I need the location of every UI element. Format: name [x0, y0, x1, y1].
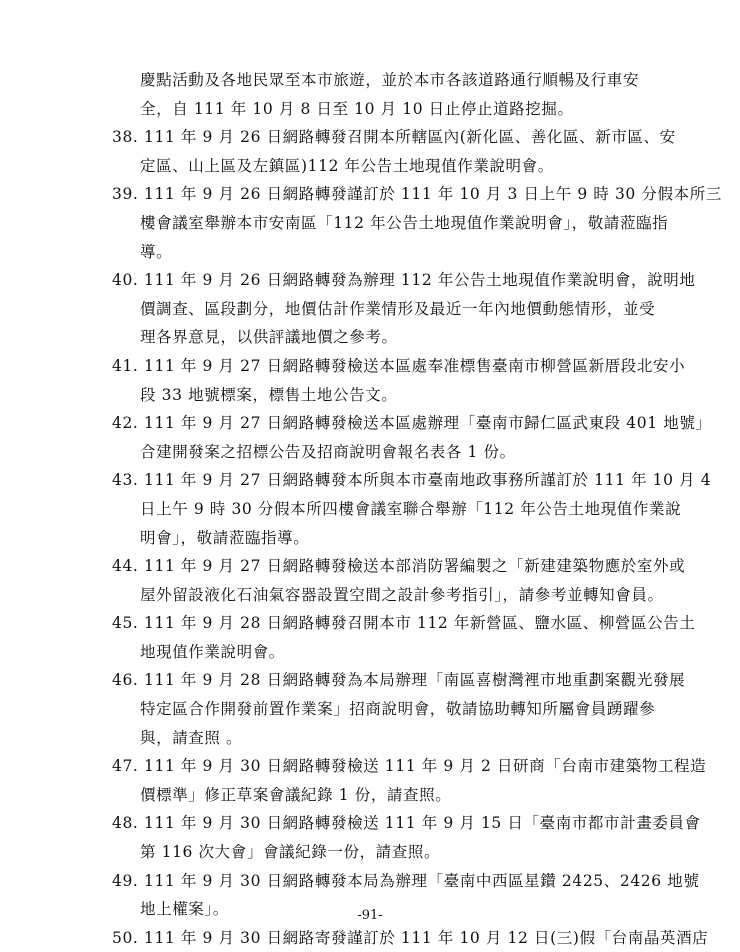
- entry-text-line: 明會」，敬請蒞臨指導。: [140, 528, 310, 547]
- list-item: [112, 666, 686, 752]
- entry-text-line: 價調查、區段劃分，地價估計作業情形及最近一年內地價動態情形，並受: [140, 299, 656, 318]
- entry-text-line: 日上午 9 時 30 分假本所四樓會議室聯合舉辦「112 年公告土地現值作業說: [140, 499, 682, 518]
- entry-text-line: 地上權案」。: [140, 900, 229, 919]
- list-item: [112, 123, 676, 180]
- entry-text-line: 理各界意見，以供評議地價之參考。: [140, 328, 398, 347]
- entry-text-line: 合建開發案之招標公告及招商說明會報名表各 1 份。: [140, 442, 516, 461]
- list-item: [112, 752, 707, 809]
- entry-text-line: 價標準」修正草案會議紀錄 1 份，請查照。: [140, 785, 452, 804]
- list-item: [112, 409, 712, 466]
- entry-text-line: 慶點活動及各地民眾至本市旅遊，並於本市各該道路通行順暢及行車安: [140, 71, 640, 89]
- list-item: [112, 352, 686, 409]
- entry-heading-line: 44. 111 年 9 月 27 日網路轉發檢送本部消防署編製之「新建建築物應於室外或: [112, 557, 686, 576]
- entry-heading-line: 39. 111 年 9 月 26 日網路轉發謹訂於 111 年 10 月 3 日上午 9 時 30 分假本所三: [112, 185, 722, 204]
- list-item: [112, 180, 722, 266]
- entry-heading-line: 49. 111 年 9 月 30 日網路轉發本局為辦理「臺南中西區星鑽 2425、2426 地號: [112, 871, 700, 890]
- entry-heading-line: 42. 111 年 9 月 27 日網路轉發檢送本區處辦理「臺南市歸仁區武東段 401 地號」: [112, 414, 712, 433]
- entry-text-line: 全，自 111 年 10 月 8 日至 10 月 10 日止停止道路挖掘。: [140, 99, 574, 118]
- entry-text-line: 特定區合作開發前置作業案」招商說明會，敬請協助轉知所屬會員踴躍參: [140, 700, 656, 719]
- entry-text-line: 第 116 次大會」會議紀錄一份，請查照。: [140, 843, 441, 862]
- entry-text-line: 導。: [140, 242, 173, 261]
- list-item: [112, 66, 657, 123]
- entry-text-line: 與，請查照 。: [140, 728, 243, 747]
- entry-heading-line: 40. 111 年 9 月 26 日網路轉發為辦理 112 年公告土地現值作業說明會，說明地: [112, 271, 696, 290]
- entry-heading-line: 41. 111 年 9 月 27 日網路轉發檢送本區處奉准標售臺南市柳營區新厝段北安小: [112, 356, 686, 375]
- list-item: [112, 609, 696, 666]
- entry-heading-line: 46. 111 年 9 月 28 日網路轉發為本局辦理「南區喜樹灣裡市地重劃案觀光發展: [112, 671, 686, 690]
- list-item: [112, 809, 701, 866]
- entry-heading-line: 47. 111 年 9 月 30 日網路轉發檢送 111 年 9 月 2 日研商「台南市建築物工程造: [112, 757, 707, 776]
- entry-heading-line: 48. 111 年 9 月 30 日網路轉發檢送 111 年 9 月 15 日「臺南市都市計畫委員會: [112, 814, 701, 833]
- list-item: [112, 924, 709, 952]
- entry-text-line: 地現值作業說明會。: [140, 642, 285, 661]
- entry-heading-line: 50. 111 年 9 月 30 日網路寄發謹訂於 111 年 10 月 12 日(三)假「台南晶英酒店: [112, 928, 709, 947]
- entry-text-line: 定區、山上區及左鎮區)112 年公告土地現值作業說明會。: [140, 156, 554, 175]
- entry-text-line: 段 33 地號標案，標售土地公告文。: [140, 385, 398, 404]
- entry-list: [112, 66, 722, 952]
- entry-heading-line: 38. 111 年 9 月 26 日網路轉發召開本所轄區內(新化區、善化區、新市區、安: [112, 128, 676, 147]
- list-item: [112, 552, 686, 609]
- entry-heading-line: 43. 111 年 9 月 27 日網路轉發本所與本市臺南地政事務所謹訂於 111 年 10 月 4: [112, 471, 712, 490]
- entry-text-line: 屋外留設液化石油氣容器設置空間之設計參考指引」，請參考並轉知會員。: [140, 585, 664, 604]
- list-item: [112, 266, 696, 352]
- list-item: [112, 466, 712, 552]
- entry-heading-line: 45. 111 年 9 月 28 日網路轉發召開本市 112 年新營區、鹽水區、柳營區公告土: [112, 614, 696, 633]
- page-number: -91-: [357, 908, 383, 923]
- entry-text-line: 樓會議室舉辦本市安南區「112 年公告土地現值作業說明會」，敬請蒞臨指: [140, 213, 669, 232]
